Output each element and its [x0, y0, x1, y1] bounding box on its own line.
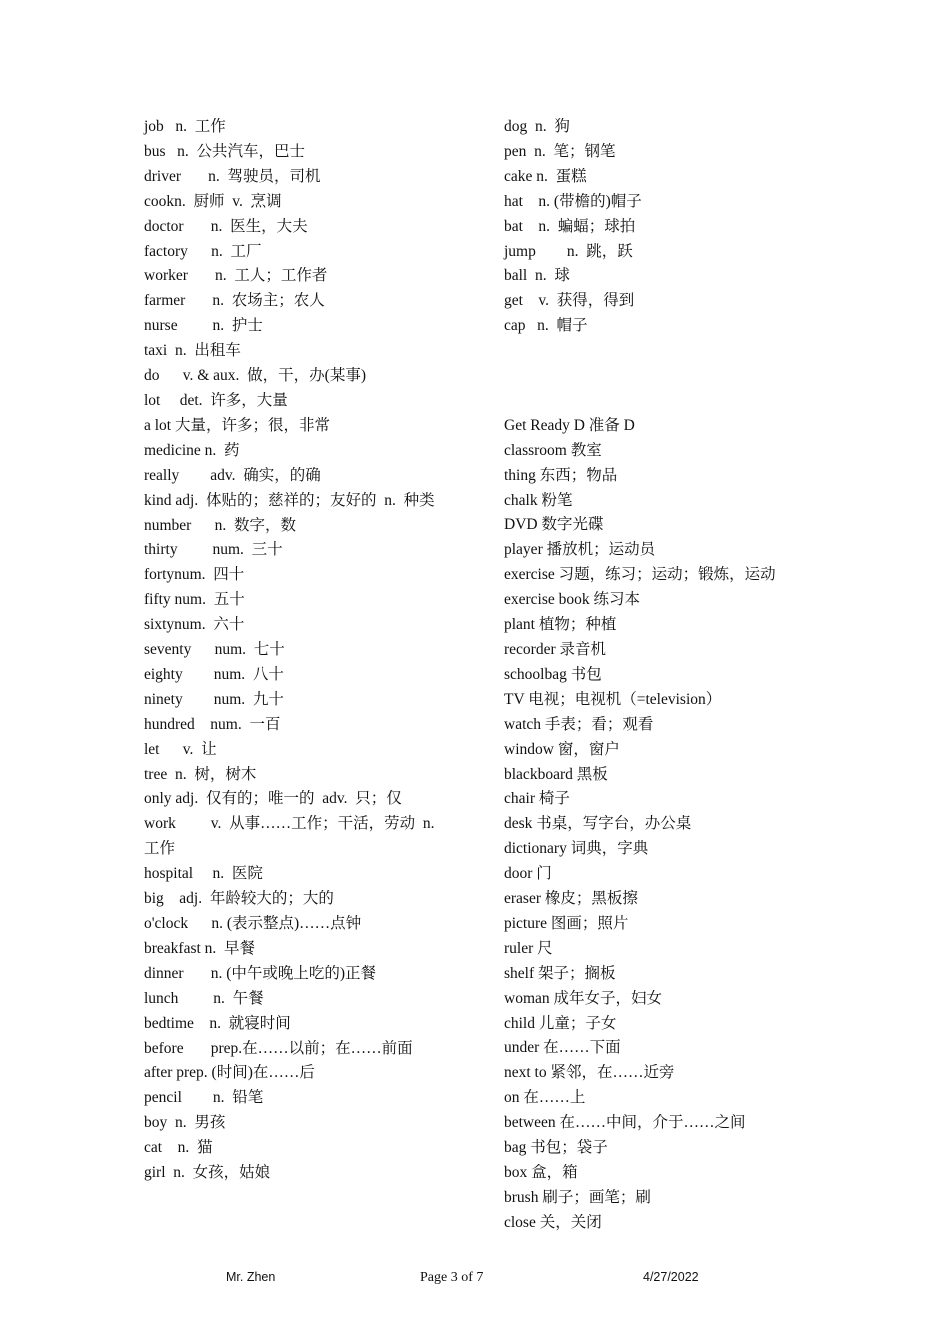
vocab-entry: box 盒，箱 [504, 1164, 578, 1182]
vocab-entry: blackboard 黑板 [504, 765, 608, 783]
vocab-entry: TV 电视；电视机（=television） [504, 690, 722, 708]
vocab-entry: thirty num. 三十 [144, 541, 283, 559]
vocab-entry: factory n. 工厂 [144, 242, 262, 260]
footer-date: 4/27/2022 [643, 1270, 699, 1284]
vocab-entry: cookn. 厨师 v. 烹调 [144, 192, 282, 210]
vocab-entry: work v. 从事……工作；干活，劳动 n. 工作 [144, 815, 443, 858]
vocab-entry: hospital n. 医院 [144, 865, 263, 883]
vocab-entry: breakfast n. 早餐 [144, 939, 256, 957]
vocab-entry: nurse n. 护士 [144, 317, 263, 335]
page-footer [0, 1270, 950, 1292]
vocab-entry: seventy num. 七十 [144, 641, 285, 659]
vocab-entry: picture 图画；照片 [504, 914, 629, 932]
vocab-entry: DVD 数字光碟 [504, 516, 604, 534]
vocab-entry: dog n. 狗 [504, 118, 570, 135]
vocab-entry: kind adj. 体贴的；慈祥的；友好的 n. 种类 [144, 491, 435, 509]
vocab-entry: dictionary 词典，字典 [504, 840, 649, 858]
vocab-entry: pen n. 笔；钢笔 [504, 142, 616, 160]
vocab-entry: hundred num. 一百 [144, 715, 281, 733]
vocab-entry: desk 书桌，写字台，办公桌 [504, 815, 692, 833]
vocab-entry: worker n. 工人；工作者 [144, 267, 328, 285]
vocab-entry: a lot 大量，许多；很，非常 [144, 416, 330, 434]
vocab-entry: cap n. 帽子 [504, 317, 588, 335]
vocab-entry: window 窗，窗户 [504, 740, 620, 758]
vocab-entry: classroom 教室 [504, 441, 602, 459]
vocab-entry: exercise 习题，练习；运动；锻炼，运动 [504, 566, 776, 584]
vocab-entry: thing 东西；物品 [504, 466, 618, 484]
vocab-entry: brush 刷子；画笔；刷 [504, 1188, 651, 1206]
vocab-entry: fortynum. 四十 [144, 566, 245, 584]
vocab-entry: eraser 橡皮；黑板擦 [504, 890, 638, 908]
vocab-entry: before prep.在……以前；在……前面 [144, 1039, 413, 1057]
vocab-entry: cake n. 蛋糕 [504, 167, 587, 185]
right-vocab-column [504, 115, 834, 1236]
vocab-entry: do v. & aux. 做，干，办(某事) [144, 367, 367, 385]
vocab-entry: only adj. 仅有的；唯一的 adv. 只；仅 [144, 790, 402, 808]
vocab-entry: shelf 架子；搁板 [504, 964, 616, 982]
vocab-entry: close 关，关闭 [504, 1213, 602, 1231]
vocab-entry: dinner n. (中午或晚上吃的)正餐 [144, 964, 377, 982]
vocab-entry: next to 紧邻，在……近旁 [504, 1064, 675, 1082]
vocab-entry: schoolbag 书包 [504, 665, 602, 683]
vocab-entry: eighty num. 八十 [144, 665, 284, 683]
vocab-entry: door 门 [504, 865, 552, 883]
vocab-entry: plant 植物；种植 [504, 616, 617, 634]
vocab-entry: after prep. (时间)在……后 [144, 1064, 315, 1082]
vocab-entry: chalk 粉笔 [504, 491, 573, 509]
vocab-entry: medicine n. 药 [144, 441, 240, 459]
vocab-entry: doctor n. 医生，大夫 [144, 217, 308, 235]
vocab-entry: let v. 让 [144, 740, 217, 758]
vocab-entry: under 在……下面 [504, 1039, 621, 1057]
vocab-entry: get v. 获得，得到 [504, 292, 635, 310]
vocab-entry: job n. 工作 [144, 118, 226, 135]
vocab-entry: watch 手表；看；观看 [504, 715, 654, 733]
vocab-entry: big adj. 年龄较大的；大的 [144, 890, 334, 908]
vocab-entry: o'clock n. (表示整点)……点钟 [144, 915, 362, 932]
right-vocab-group-top [504, 115, 834, 339]
vocab-entry: cat n. 猫 [144, 1139, 213, 1157]
vocab-entry: jump n. 跳，跃 [504, 242, 633, 260]
footer-page-number: Page 3 of 7 [420, 1270, 484, 1285]
vocab-entry: pencil n. 铅笔 [144, 1089, 264, 1107]
vocab-entry: child 儿童；子女 [504, 1014, 617, 1032]
vocab-entry: on 在……上 [504, 1089, 586, 1107]
vocab-entry: hat n. (带檐的)帽子 [504, 192, 642, 210]
vocab-entry: Get Ready D 准备 D [504, 416, 635, 434]
vocab-entry: bus n. 公共汽车，巴士 [144, 142, 306, 160]
vocab-entry: fifty num. 五十 [144, 591, 245, 609]
vocab-entry: lunch n. 午餐 [144, 989, 264, 1007]
vocab-entry: player 播放机；运动员 [504, 541, 656, 559]
vocab-entry: taxi n. 出租车 [144, 342, 241, 360]
blank-line [504, 339, 834, 364]
blank-line [504, 364, 834, 389]
vocab-entry: tree n. 树，树木 [144, 765, 257, 783]
vocab-entry: bat n. 蝙蝠；球拍 [504, 217, 636, 235]
footer-author: Mr. Zhen [226, 1270, 276, 1284]
vocab-entry: ninety num. 九十 [144, 690, 284, 708]
vocab-entry: ruler 尺 [504, 939, 553, 957]
vocab-entry: girl n. 女孩，姑娘 [144, 1164, 271, 1182]
vocab-entry: chair 椅子 [504, 790, 570, 808]
vocab-entry: recorder 录音机 [504, 640, 606, 658]
vocab-entry: number n. 数字，数 [144, 516, 296, 534]
vocab-entry: woman 成年女子，妇女 [504, 989, 663, 1007]
vocab-entry: exercise book 练习本 [504, 591, 641, 609]
vocab-entry: between 在……中间，介于……之间 [504, 1114, 746, 1132]
vocab-entry: really adv. 确实，的确 [144, 466, 321, 484]
left-vocab-column [144, 115, 454, 1186]
vocab-entry: bag 书包；袋子 [504, 1139, 608, 1157]
vocab-entry: driver n. 驾驶员，司机 [144, 167, 321, 185]
vocab-entry: bedtime n. 就寝时间 [144, 1014, 291, 1032]
right-vocab-group-bottom [504, 414, 834, 1236]
vocab-entry: lot det. 许多，大量 [144, 391, 288, 409]
vocab-entry: farmer n. 农场主；农人 [144, 292, 325, 310]
vocab-entry: ball n. 球 [504, 267, 570, 285]
blank-line [504, 389, 834, 414]
vocab-entry: sixtynum. 六十 [144, 616, 245, 634]
vocab-entry: boy n. 男孩 [144, 1114, 226, 1132]
